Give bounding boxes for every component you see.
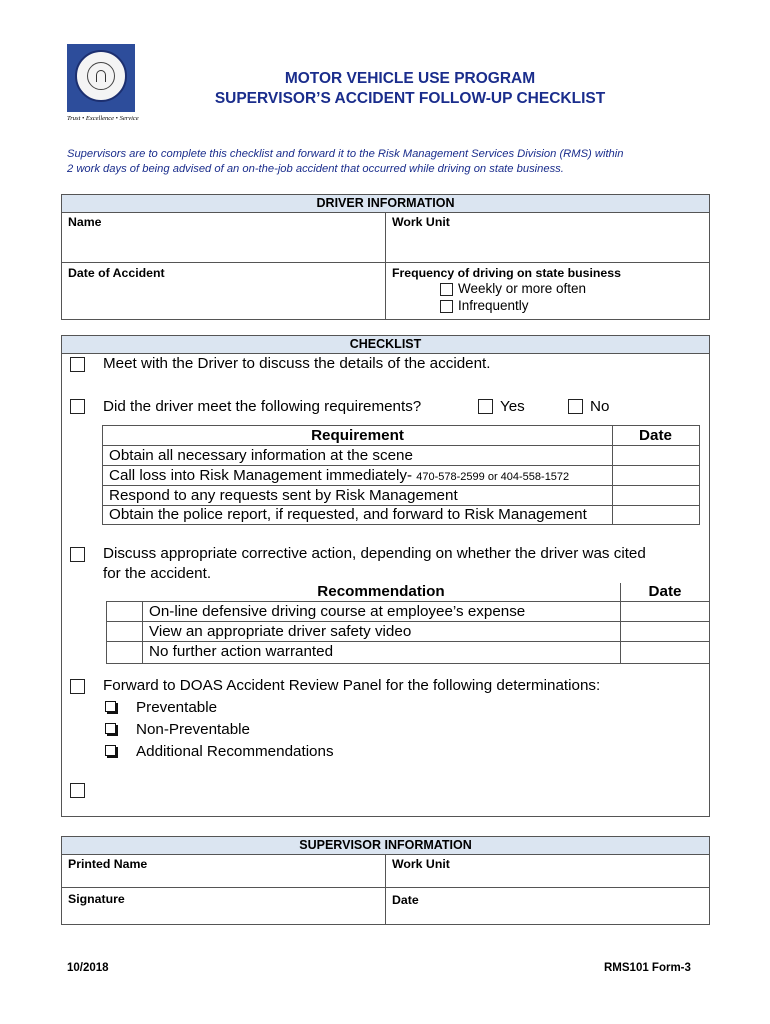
requirement-row-2 (109, 467, 569, 484)
corrective-action-line1: Discuss appropriate corrective action, depending on whether the driver was cited (103, 545, 646, 562)
intro-text (67, 147, 717, 177)
additional-recommendations-label: Additional Recommendations (136, 743, 334, 760)
supervisor-divider (385, 854, 386, 925)
review-panel-checkbox[interactable] (70, 679, 85, 694)
infrequently-label: Infrequently (458, 298, 529, 313)
logo-tagline: Trust • Excellence • Service (67, 115, 139, 122)
signature-field[interactable]: Signature (68, 892, 125, 906)
requirements-checkbox[interactable] (70, 399, 85, 414)
seal-ring (75, 50, 127, 102)
footer-form-id: RMS101 Form-3 (604, 962, 691, 974)
non-preventable-checkbox[interactable] (105, 723, 116, 734)
supervisor-information-section (61, 836, 710, 925)
non-preventable-label: Non-Preventable (136, 721, 250, 738)
intro-line2: 2 work days of being advised of an on-the-job accident that occurred while driving on state business. (67, 163, 564, 175)
recommendation-row-2: View an appropriate driver safety video (149, 623, 412, 640)
driver-row-divider (62, 262, 709, 263)
footer-date: 10/2018 (67, 962, 109, 974)
weekly-checkbox[interactable] (440, 283, 453, 296)
infrequently-checkbox[interactable] (440, 300, 453, 313)
recommendation-table (106, 583, 710, 664)
page-title-line2: SUPERVISOR’S ACCIDENT FOLLOW-UP CHECKLIST (214, 90, 606, 107)
yes-label: Yes (500, 398, 525, 415)
seal-inner (87, 62, 115, 90)
checklist-section (61, 335, 710, 817)
preventable-label: Preventable (136, 699, 218, 716)
no-label: No (590, 398, 610, 415)
seal-arch-icon (96, 70, 106, 82)
driver-work-unit-field[interactable]: Work Unit (392, 215, 450, 229)
supervisor-information-heading: SUPERVISOR INFORMATION (62, 837, 709, 855)
risk-management-phone: 470-578-2599 or 404-558-1572 (416, 471, 570, 483)
preventable-checkbox[interactable] (105, 701, 116, 712)
requirement-date-header: Date (639, 427, 672, 444)
requirements-question: Did the driver meet the following requirements? (103, 398, 422, 415)
checklist-heading: CHECKLIST (62, 336, 709, 354)
supervisor-work-unit-field[interactable]: Work Unit (392, 857, 450, 871)
requirement-row-2-text: Call loss into Risk Management immediately- (109, 467, 413, 484)
requirement-row-4: Obtain the police report, if requested, and forward to Risk Management (109, 506, 587, 523)
yes-checkbox[interactable] (478, 399, 493, 414)
supervisor-date-field[interactable]: Date (392, 893, 419, 907)
additional-recommendations-checkbox[interactable] (105, 745, 116, 756)
requirements-table (102, 425, 700, 525)
date-of-accident-field[interactable]: Date of Accident (68, 266, 165, 280)
requirement-row-3: Respond to any requests sent by Risk Management (109, 487, 458, 504)
meet-driver-text: Meet with the Driver to discuss the details of the accident. (103, 355, 491, 372)
no-checkbox[interactable] (568, 399, 583, 414)
intro-line1: Supervisors are to complete this checklist and forward it to the Risk Management Services Division (RMS) within (67, 148, 624, 160)
additional-item-checkbox[interactable] (70, 783, 85, 798)
driver-divider (385, 212, 386, 320)
recommendation-row-1: On-line defensive driving course at employee’s expense (149, 603, 526, 620)
state-seal-logo (67, 44, 135, 112)
meet-driver-checkbox[interactable] (70, 357, 85, 372)
requirement-header: Requirement (311, 427, 404, 444)
review-panel-text: Forward to DOAS Accident Review Panel for the following determinations: (103, 677, 601, 694)
recommendation-date-header: Date (648, 583, 682, 600)
page-title-line1: MOTOR VEHICLE USE PROGRAM (284, 70, 536, 87)
corrective-action-checkbox[interactable] (70, 547, 85, 562)
weekly-label: Weekly or more often (458, 281, 587, 296)
driver-information-heading: DRIVER INFORMATION (62, 195, 709, 213)
recommendation-header: Recommendation (317, 583, 445, 600)
recommendation-row-3: No further action warranted (149, 643, 334, 660)
printed-name-field[interactable]: Printed Name (68, 857, 148, 871)
driver-name-field[interactable]: Name (68, 215, 102, 229)
driver-information-section (61, 194, 710, 320)
supervisor-row-divider (62, 887, 709, 888)
requirement-row-1: Obtain all necessary information at the scene (109, 447, 413, 464)
corrective-action-line2: for the accident. (103, 565, 212, 582)
frequency-label: Frequency of driving on state business (392, 266, 621, 280)
